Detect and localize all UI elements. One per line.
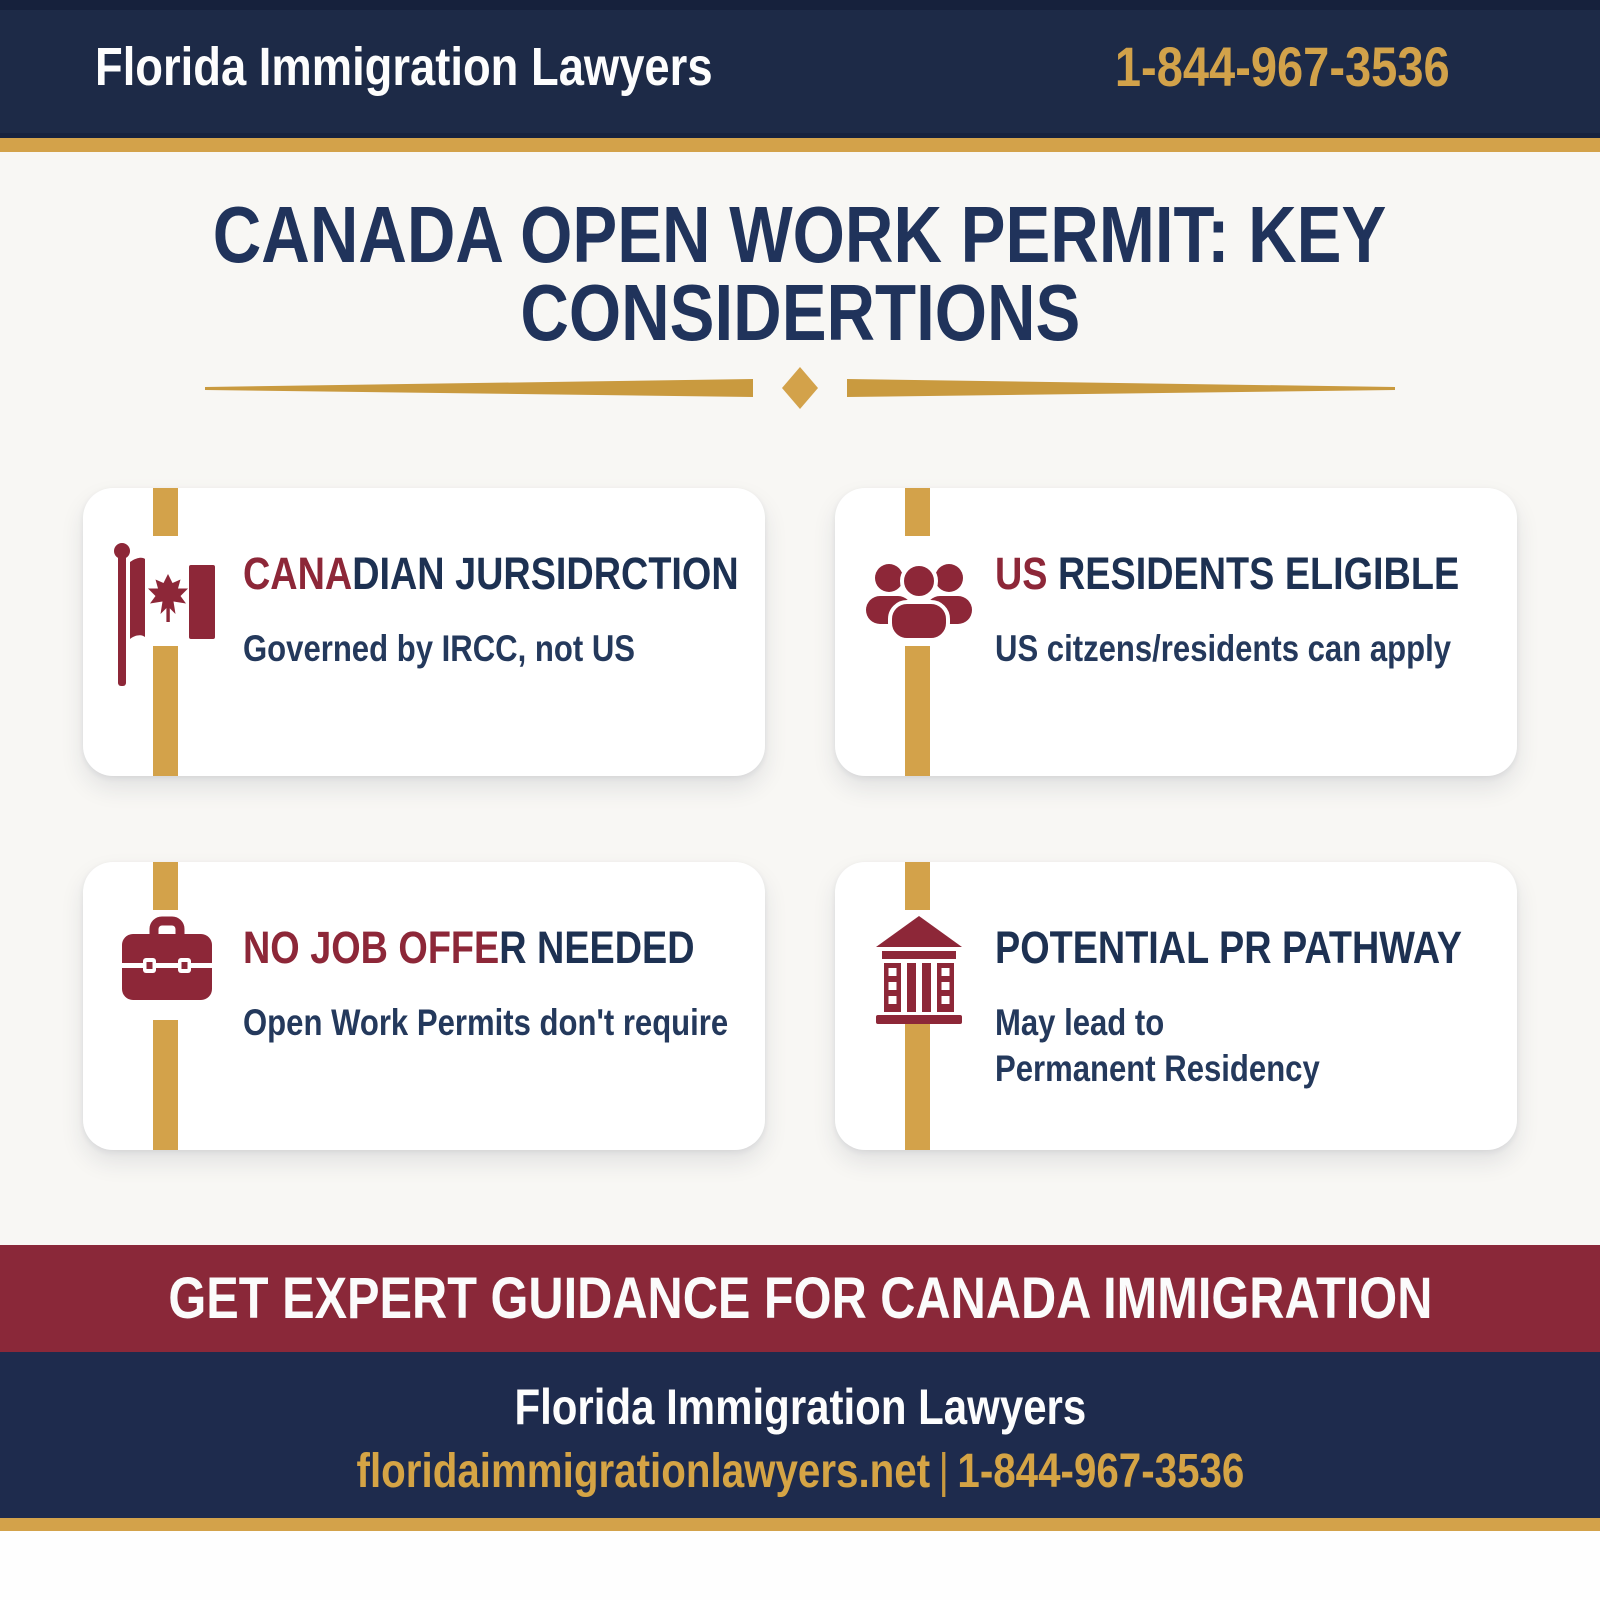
card-subtitle: Open Work Permits don't require	[243, 1002, 729, 1043]
card-subtitle: May lead to Permanent Residency	[995, 1002, 1320, 1089]
header-phone-number: 1-844-967-3536	[1115, 35, 1451, 98]
card-potential-pr-pathway	[835, 862, 1517, 1150]
bank-icon	[861, 914, 977, 1028]
footer-gold-stripe	[0, 1518, 1600, 1531]
footer-website: floridaimmigrationlawyers.net	[356, 1445, 930, 1498]
cta-bar	[0, 1245, 1600, 1352]
gold-stripe	[905, 1020, 930, 1150]
card-subtitle: US citzens/residents can apply	[995, 628, 1452, 669]
gold-stripe	[905, 862, 930, 910]
people-group-icon	[861, 554, 977, 646]
header-top-edge	[0, 0, 1600, 10]
footer-white-margin	[0, 1531, 1600, 1600]
header-gold-stripe	[0, 138, 1600, 152]
card-us-residents-eligible	[835, 488, 1517, 776]
cards-grid	[83, 488, 1517, 1150]
page-title: CANADA OPEN WORK PERMIT: KEY CONSIDERTIONS	[213, 190, 1387, 357]
footer-phone-number: 1-844-967-3536	[956, 1445, 1244, 1498]
footer-separator: |	[938, 1445, 949, 1498]
footer-brand: Florida Immigration Lawyers	[514, 1379, 1086, 1435]
card-text	[243, 922, 741, 1046]
gold-stripe	[153, 1020, 178, 1150]
card-text	[243, 548, 741, 672]
card-subtitle: Governed by IRCC, not US	[243, 628, 635, 669]
gold-stripe	[153, 862, 178, 910]
card-no-job-offer-needed	[83, 862, 765, 1150]
gold-stripe	[905, 488, 930, 536]
card-title: US RESIDENTS ELIGIBLE	[995, 548, 1460, 599]
card-text	[995, 922, 1493, 1092]
card-text	[995, 548, 1493, 672]
card-title: CANADIAN JURSIDRCTION	[243, 548, 739, 599]
card-title: POTENTIAL PR PATHWAY	[995, 922, 1462, 973]
gold-stripe	[153, 488, 178, 536]
footer-bar	[0, 1352, 1600, 1518]
card-title: NO JOB OFFER NEEDED	[243, 922, 695, 973]
gold-stripe	[905, 646, 930, 776]
header-brand: Florida Immigration Lawyers	[95, 37, 713, 97]
diamond-divider	[205, 366, 1395, 410]
cta-text: GET EXPERT GUIDANCE FOR CANADA IMMIGRATION	[167, 1266, 1433, 1331]
card-canadian-jurisdiction	[83, 488, 765, 776]
briefcase-icon	[109, 908, 225, 1008]
footer-contact	[0, 1444, 1600, 1499]
canada-flag-icon	[109, 540, 225, 690]
